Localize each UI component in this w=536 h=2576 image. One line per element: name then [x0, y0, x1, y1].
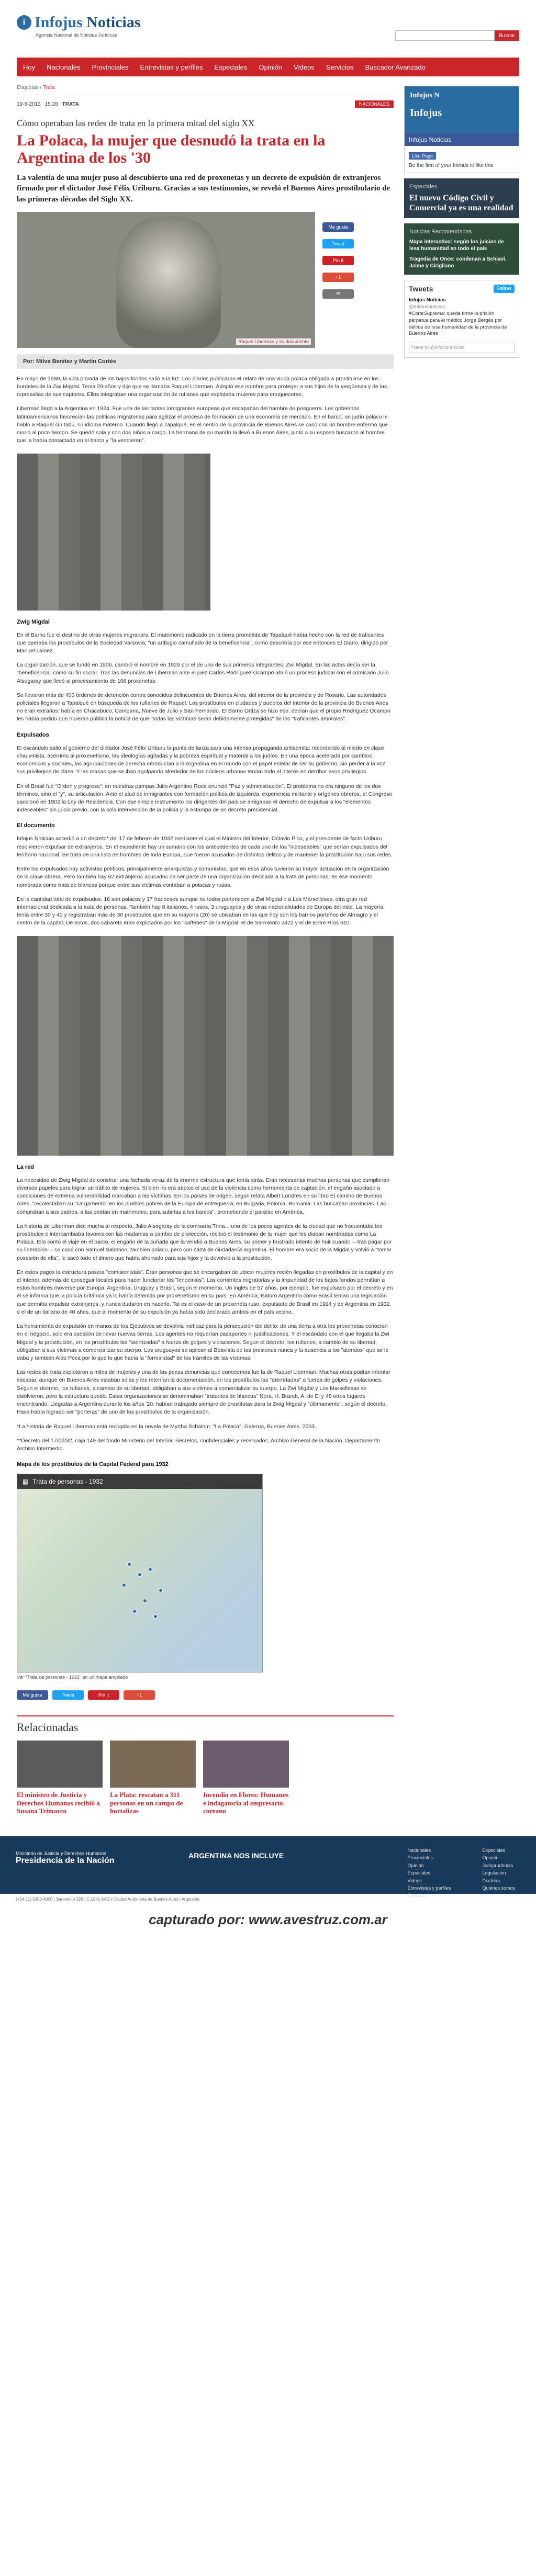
footer-presidency: Presidencia de la Nación [16, 1856, 115, 1865]
footer-link[interactable]: Especiales [482, 1847, 505, 1853]
footnote: *La historia de Raquel Liberman está recogida en la novela de Myrtha Schalom: "La Polaca", Galerna, Buenos Aires, 2003. [17, 1423, 316, 1430]
nav-servicios[interactable]: Servicios [326, 63, 354, 71]
related-title[interactable]: La Plata: rescatan a 311 personas en un campo de hortalizas [110, 1791, 183, 1815]
nav-opinion[interactable]: Opinión [259, 63, 283, 71]
paragraph: Las redes de trata explotaron a miles de mujeres y una de las pocas denuncias que conocemos fue la de Raquel Liberman. Muchas otras podían intentar escapar, aunque en Buenos Aires estaban solas y les retenían la documentación, en los prostíbulos las "aterridadas" a fuerza de golpes y violaciones. Según el decreto, los rufianes, a cambio de su libertad, obligaban a sus víctimas a comercializar su cuerpo. La Zwi Migdal y Los Marsellesas se disolvieron, pero la estructura quedó. Estas organizaciones se denominaban "tratantes de blancas" Nora, H. Brandt, A. de El y 48 otros lugares encontrando. Llegadas a Argentina durante los años '20, habían trabajado siempre de prostitutas para la Zwig Migdal y "últimamente", según el decreto. Hava había logrado ser "porteras" de uno de los prostíbulos de la organización. [17, 1369, 390, 1416]
footer-address: (+54-11) 5300-4000 | Sarmiento 329 | C.1041 AAG | Ciudad Autónoma de Buenos Aires | Argentina [0, 1894, 536, 1906]
article-lead: La valentía de una mujer puso al descubierto una red de proxenetas y un decreto de expulsión de extranjeros firmado por el dictador José Félix Uriburu. Gracias a sus testimonios, se reveló el Buenos Aires prostibulario de las primeras décadas del Siglo XX. [17, 174, 390, 204]
hero-image [17, 212, 315, 348]
nav-especiales[interactable]: Especiales [214, 63, 248, 71]
related-title[interactable]: Incendio en Flores: Humanos e indagatoria al empresario coreano [203, 1791, 289, 1815]
site-header [17, 0, 519, 58]
paragraph: En mayo de 1930, la vida privada de los bajos fondos salió a la luz. Los diarios publicaron el relato de una viuda polaca obligada a prostituirse en los burdeles de la Zwi Migdal. Tenía 29 años y dijo que se llamaba Raquel Liberman. Adoptó ese nombre para proteger a sus hijos de la vergüenza y de las represalias de sus captores. Ellos integraban una organización de rufianes que explotaba mujeres para enriquecerse. [17, 375, 387, 398]
map-canvas[interactable] [17, 1489, 262, 1672]
footer-link[interactable]: Especiales [407, 1870, 430, 1876]
fb-social-text: Be the first of your friends to like this [409, 163, 494, 168]
footer-link[interactable]: Opinión [482, 1855, 499, 1861]
subheading: Expulsados [17, 731, 49, 738]
footer-slogan: ARGENTINA NOS INCLUYE [188, 1851, 284, 1860]
breadcrumb [17, 81, 394, 95]
related-item[interactable] [203, 1741, 289, 1815]
tweet-handle[interactable]: @infojusnoticias [409, 304, 445, 310]
photo-shade [17, 936, 394, 1156]
facebook-like-button-bottom[interactable]: Me gusta [17, 1690, 48, 1700]
email-icon[interactable]: ✉ [322, 289, 354, 299]
footer-ministry-name: Ministerio de Justicia y Derechos Humanos [16, 1850, 106, 1856]
footer-link[interactable]: Quiénes somos [482, 1885, 515, 1891]
fb-page-name[interactable]: Infojus Noticias [405, 133, 519, 146]
special-heading: Especiales [409, 184, 438, 190]
recommended-heading: Noticias Recomendadas [409, 229, 472, 235]
tweet-button-bottom[interactable]: Tweet [52, 1690, 84, 1700]
facebook-like-button[interactable]: Me gusta [322, 222, 354, 232]
paragraph: Se llevaron más de 400 órdenes de detención contra conocidos delincuentes de Buenos Aires, del interior de la provincia y de Rosario. Las autoridades policiales llegaron a Tapalqué en búsqueda de los rufianes de Raquel. Los prostíbulos en ciudades y pueblos del interior de la provincia de Buenos Aires no eran extraños: había en Chacabuco, Campana, Nueve de Julio y San Fernando. El Barrio Ortiza se hizo eco: decían que el propio Rodríguez Ocampo les había pedido que hicieran pública la noticia de que "todas las víctimas serán debidamente protegidas" de los "traficantes amorales". [17, 692, 390, 722]
nav-entrevistas[interactable]: Entrevistas y perfiles [140, 63, 203, 71]
embedded-map[interactable] [17, 1474, 263, 1673]
map-pin[interactable] [127, 1562, 131, 1566]
cover-text: Infojus N [410, 92, 440, 99]
related-item[interactable] [110, 1741, 196, 1815]
facebook-widget [404, 86, 519, 173]
tweet-body: #CorteSuprema: queda firme la prisión perpetua para el médico Jorge Bergés por delitos de lesa humanidad de la provincia de Buenos Aires [409, 311, 507, 337]
paragraph: La historia de Liberman dice mucha al respecto. Julio Alsogaray de la comisaría Trina... uno de los pocos agentes de la ciudad que no frecuentaba los prostíbulos e intercambiaba favores con las madamas a cambio de protección, recibió el testimonio de la mujer que les diaban nombradas como La Polaca. Ella contó el viaje en el barco, el engaño de la cuñada que la vendió a Buenos Aires, su primer y frustrado intento de huir cuando —tras pagar por su liberación— se casó con Samuel Salomon, también polaco, pero con carta de ciudadanía argentina. El hombre era socio de la Migdal y volvió a "tomar posesión de ella", le sacó todo el dinero que había ahorrado para sus hijos y la devolvió a la prostitución. [17, 1223, 392, 1261]
related-title[interactable]: El ministro de Justicia y Derechos Humanos recibió a Susana Trimarco [17, 1791, 100, 1815]
article-kicker: Cómo operaban las redes de trata en la primera mitad del siglo XX [17, 118, 255, 128]
tweet-to-input[interactable]: Tweet to @infojusnoticias [409, 343, 515, 353]
gplus-button[interactable]: +1 [322, 273, 354, 282]
share-bottom [17, 1690, 394, 1700]
paragraph: Entre los expulsados hay activistas políticos; principalmente anarquistas y comunistas, que en esos años tuvieron su mayor actuación en la organización de la clase obrera. Pero también hay 62 extranjeros acusados de ser parte de una organización dedicada a la trata de personas, en ese momento nombrada como trata de blancas porque entre sus víctimas contaban a polacas y rusas. [17, 866, 389, 888]
sidebar [404, 81, 519, 1815]
subheading: El documento [17, 822, 55, 829]
map-pin[interactable] [159, 1588, 163, 1592]
pinterest-button-bottom[interactable]: Pin it [88, 1690, 119, 1700]
paragraph: En el Brasil fue "Orden y progreso"; en nuestras pampas Julio Argentino Roca enunció "Paz y administración". El problema no era ninguno de los dos términos, sino el "y", su articulación. Ante el alud de inmigrantes con formación política de izquierda, experiencia militante y orígenes obreros, el Congreso sancionó en 1902 la Ley de Residencia. Con ese simple instrumento los dirigentes del país se amigaban el derecho de expulsar a los "elementos indeseables" sin juicio previo, con la sola intervención de la policía y la estampa de un decreto presidencial. [17, 783, 393, 814]
recommended-item[interactable]: Mapa interactivo: según los juicios de lesa humanidad en todo el país [409, 239, 504, 252]
twitter-widget [404, 280, 519, 358]
twitter-follow-button[interactable]: Follow [494, 285, 515, 293]
footer-link[interactable]: Jurisprudencia [482, 1862, 513, 1868]
site-logo[interactable] [17, 15, 141, 30]
paragraph: La herramienta de expulsión en manos de los Ejecutivos se devolvía ineficaz para la persecución del delito: de una tierra a otra los proxenetas conocían en el negocio, solo era cuestión de llevar nuevas tierras. Los agentes no requerían pasaportes ni justificaciones. Y el escándalo con el que llegaba la Zwi Migdal y la prostitución, en los prostíbulos las "aterrizadas" a fuerza de golpes y violaciones. Según el decreto, los rufianes, a cambio de su libertad, obligaban a sus víctimas a comercializar su cuerpo. Los uruguayos se aplican al Boavista de las presiones nunca y la ausencia a los "ateridos" que se le daba y también Aldo Poca por lo que lo que hacía la "formalidad" de los trámites de las víctimas. [17, 1323, 389, 1361]
pinterest-button[interactable]: Pin it [322, 256, 354, 265]
meta-row [17, 95, 394, 113]
archive-photo-1 [17, 454, 210, 611]
footer-link[interactable]: Opinión [407, 1862, 424, 1868]
nav-buscador[interactable]: Buscador Avanzado [365, 63, 426, 71]
footer-col-1 [407, 1847, 451, 1900]
map-pin[interactable] [122, 1583, 126, 1587]
nav-provinciales[interactable]: Provinciales [92, 63, 129, 71]
breadcrumb-root[interactable]: Etiquetas [17, 85, 39, 91]
logo-mark: i [17, 15, 31, 30]
footer-link[interactable]: Doctrina [482, 1878, 500, 1883]
footer-ministry[interactable] [16, 1851, 115, 1866]
paragraph: La necesidad de Zwig Migdal de construir una fachada veraz de la enorme estructura que tenía atrás. Eran necesarias muchas personas que cumplieran diversos papeles para lograr un tráfico de mujeres. Si bien no era atípico el uso de la violencia como herramienta de captación, el engaño asociado a condiciones de extrema vulnerabilidad marcaban a las víctimas. En los países de origen, según relata Albert Londres en su libro El camino de Buenos Aires, "recolectaban su "cargamento" en los pueblos pobres de la Europa de entreguerra, en Bulgaria, Polonia, Rumania. Las buscaban provincias. Las compraban a sus padres, a las pedían en matrimonio, para subirlas a los barcos", prometiendo el paraíso en América. [17, 1177, 390, 1215]
main-nav [17, 58, 519, 76]
footer-col-2 [482, 1847, 515, 1900]
gplus-button-bottom[interactable]: +1 [124, 1690, 155, 1700]
map-pin[interactable] [153, 1614, 158, 1619]
search-button[interactable]: Buscar [495, 30, 519, 41]
footer-link[interactable]: Provinciales [407, 1855, 433, 1861]
search-form [395, 30, 519, 41]
photo-shade [17, 454, 210, 611]
breadcrumb-current[interactable]: Trata [42, 85, 55, 91]
recommended-box [404, 223, 519, 275]
footer-links [407, 1847, 515, 1900]
tweet-author[interactable]: Infojus Noticias [409, 297, 446, 303]
capture-watermark: capturado por: www.avestruz.com.ar [0, 1906, 536, 1933]
nav-hoy[interactable]: Hoy [23, 63, 36, 71]
tweet-button[interactable]: Tweet [322, 239, 354, 248]
hero-caption: Raquel Liberman y su documento [236, 338, 311, 345]
paragraph: En estos pagos la estructura poseía "comisionistas". Eran personas que se encargaban de ubicar mujeres recién llegadas en prostíbulos de la capital y en el interior, además de conseguir locales para hacer funcionar los "lenocinios". Las corrientes migratorias y la impunidad de los bajos fondos permitían a estos hombres moverse por Europa, Argentina, Uruguay y Brasil, según el momento. Un inglés de 57 años, por ejemplo, fue expulsado por el decreto y en él se informa que la policía británica ya lo había detenido por proxenetismo en su país. En América, Isidoro Argentino como Brasil tenían una legislación que permitía expulsar extranjeros, y nunca dudaron en hacerlo. Tal es el caso de un proxeneta ruso, expulsado de Brasil en 1914 y de Argentina en 1932, o el de un italiano de 40 años, que al momento de su expulsión ya había sido declarado ambos en el país vecino. [17, 1269, 393, 1315]
map-pin[interactable] [138, 1573, 142, 1577]
footer-link[interactable]: Legislación [482, 1870, 506, 1876]
related-heading: Relacionadas [17, 1715, 394, 1734]
special-box[interactable] [404, 178, 519, 218]
map-link[interactable]: Ver "Trata de personas - 1932" en un mapa ampliado [17, 1675, 128, 1680]
facebook-cover [405, 86, 519, 133]
fb-like-page-button[interactable]: Like Page [409, 152, 436, 160]
special-title[interactable]: El nuevo Código Civil y Comercial ya es una realidad [409, 194, 513, 213]
tweet [409, 297, 515, 337]
related-list [17, 1741, 394, 1815]
article-time: 15:28 [44, 101, 58, 107]
footnote: **Decreto del 17/02/32, caja 149 del fondo Ministerio del Interior, Secretos, confidenciales y reservados, Archivo General de la Nación. Departamento Archivo Intermedio. [17, 1437, 380, 1452]
nav-nacionales[interactable]: Nacionales [47, 63, 81, 71]
map-pin[interactable] [132, 1609, 137, 1613]
paragraph: Infojus Noticias accedió a un decreto* del 17 de febrero de 1932 mediante el cual el Ministro del Interior, Octavio Pico, y el presidente de facto Uriburu resolvieron expulsar de extranjeros. En el expediente hay un sumario con los antecedentes de cada uno de los "indeseables" que serían expulsados del territorio nacional. Se trata de una lista de hombres de toda Europa, que fueron acusados de distintos delitos y de mantener la prostitución bajo sus redes. [17, 835, 393, 858]
related-item[interactable] [17, 1741, 103, 1815]
footer-link[interactable]: Nacionales [407, 1847, 431, 1853]
byline: Por: Milva Benitez y Martín Cortés [17, 354, 394, 369]
map-titlebar [17, 1474, 262, 1489]
archive-photo-2 [17, 936, 394, 1156]
subheading: La red [17, 1163, 35, 1170]
breadcrumb-sep: / [38, 85, 43, 91]
map-pin[interactable] [148, 1567, 152, 1572]
map-icon: ▦ [23, 1478, 29, 1486]
nav-videos[interactable]: Videos [294, 63, 315, 71]
search-input[interactable] [395, 30, 495, 41]
paragraph: El escándalo salió al gobierno del dictador José Félix Uriburu la punta de lanza para una intensa propaganda antisemita: recordando al miedo en clase chauvinista, acérrimo al proxenetismo, las ideologías agitadas y la pobreza espiritual y material a los judíos. En una época acelerada por cambios económicos y sociales, las agrupaciones de derecha introducían a la Argentina en el mundo con el papel estelar de ser su gobierno, sin perder a la voz sus privilegios de clase. Y las masas que se iban agolpando alrededor de los núcleos urbanos tenían todo el interés en derribar esos privilegios. [17, 744, 385, 775]
related-thumb[interactable] [203, 1741, 289, 1788]
cover-text-large: Infojus [410, 107, 442, 119]
logo-text: Infojus Noticias [35, 14, 141, 31]
section-tag[interactable]: NACIONALES [355, 100, 394, 108]
footer-link[interactable]: Contacto [407, 1893, 427, 1899]
portrait [116, 217, 221, 348]
map-heading: Mapa de los prostíbulos de la Capital Federal para 1932 [17, 1461, 169, 1468]
paragraph: De la cantidad total de expulsados, 16 son polacos y 17 franceses aunque no todos pertenecen a Zwi Migdal o a Los Marsellesas, otra gran red internacional dedicada a la trata de personas. También hay 8 italianos, 4 rusos, 3 uruguayos y de otras nacionalidades de Europa del este. La mayoría tenía entre 30 y 40 y registraban más de 30 prostíbulos que en su mayoría (20) se ubicaban en las que hoy son los barrios porteños de Almagro y el centro de la capital. De estos, dos cabarets eran explotados por los "caftenes" de la Migdal: el de Sarmiento 2422 y el de Entre Ríos 610. [17, 896, 384, 927]
article-section: TRATA [62, 101, 80, 107]
footer-link[interactable]: Entrevistas y perfiles [407, 1885, 451, 1891]
map-title: Trata de personas - 1932 [32, 1478, 103, 1486]
article-date: 19-8-2013 [17, 101, 41, 107]
paragraph: La organización, que se fundó en 1906, cambió el nombre en 1929 por el de uno de sus primeros integrantes: Zwi Migdal. En las actas decía ser la "beneficencia" como su fin social. Tras las denuncias de Liberman ante el juez Carlos Rodríguez Ocampo abrió un proceso judicial con el comisario Julio Alsogaray que llevó al procesamiento de 108 proxenetas. [17, 662, 389, 684]
paragraph: En el Barrio fue el destino de otras mujeres migrantes. El matrimonio radicado en la tierra prometida de Tapalqué había hecho con la red de traficantes que operaba los prostíbulos de la Sociedad Varsovia, "un artilugio camuflado de la beneficencia", como describía por ese entonces El Diario, dirigido por Manuel Lainez. [17, 631, 388, 654]
subheading: Zwig Migdal [17, 618, 50, 625]
map-pin[interactable] [143, 1599, 147, 1603]
article-body [17, 375, 394, 1680]
tweets-heading: Tweets [409, 285, 433, 293]
paragraph: Liberman llegó a la Argentina en 1924. Fue una de las tantas inmigrantes europeas que escapaban del hambre de posguerra. Los gobiernos latinoamericanos favorecían las políticas migratorias para agilizar el proceso de formación de una economía de mercado. En el barco, un judío polaco le habló a Raquel sin tabú, su idioma materno. Cuando llegó a Tapalqué, en el centro de la provincia de Buenos Aires se casó con un hombre enfermo que murió al poco tiempo. Se quedó sola y con dos niños a cargo. La hermana de su marido la llevó a Buenos Aires, junto a su esposo buscaron al hombre que la había contactado en el barco y "la vendieron". [17, 405, 388, 444]
related-thumb[interactable] [110, 1741, 196, 1788]
related-thumb[interactable] [17, 1741, 103, 1788]
article-column [17, 81, 394, 1815]
logo-subtitle: Agencia Nacional de Noticias Jurídicas [36, 32, 117, 38]
recommended-item[interactable]: Tragedia de Once: condenan a Schiavi, Jaime y Cirigliano [409, 256, 507, 269]
footer-link[interactable]: Videos [407, 1878, 422, 1883]
share-sidebar [322, 212, 385, 348]
article-title: La Polaca, la mujer que desnudó la trata en la Argentina de los '30 [17, 132, 326, 166]
